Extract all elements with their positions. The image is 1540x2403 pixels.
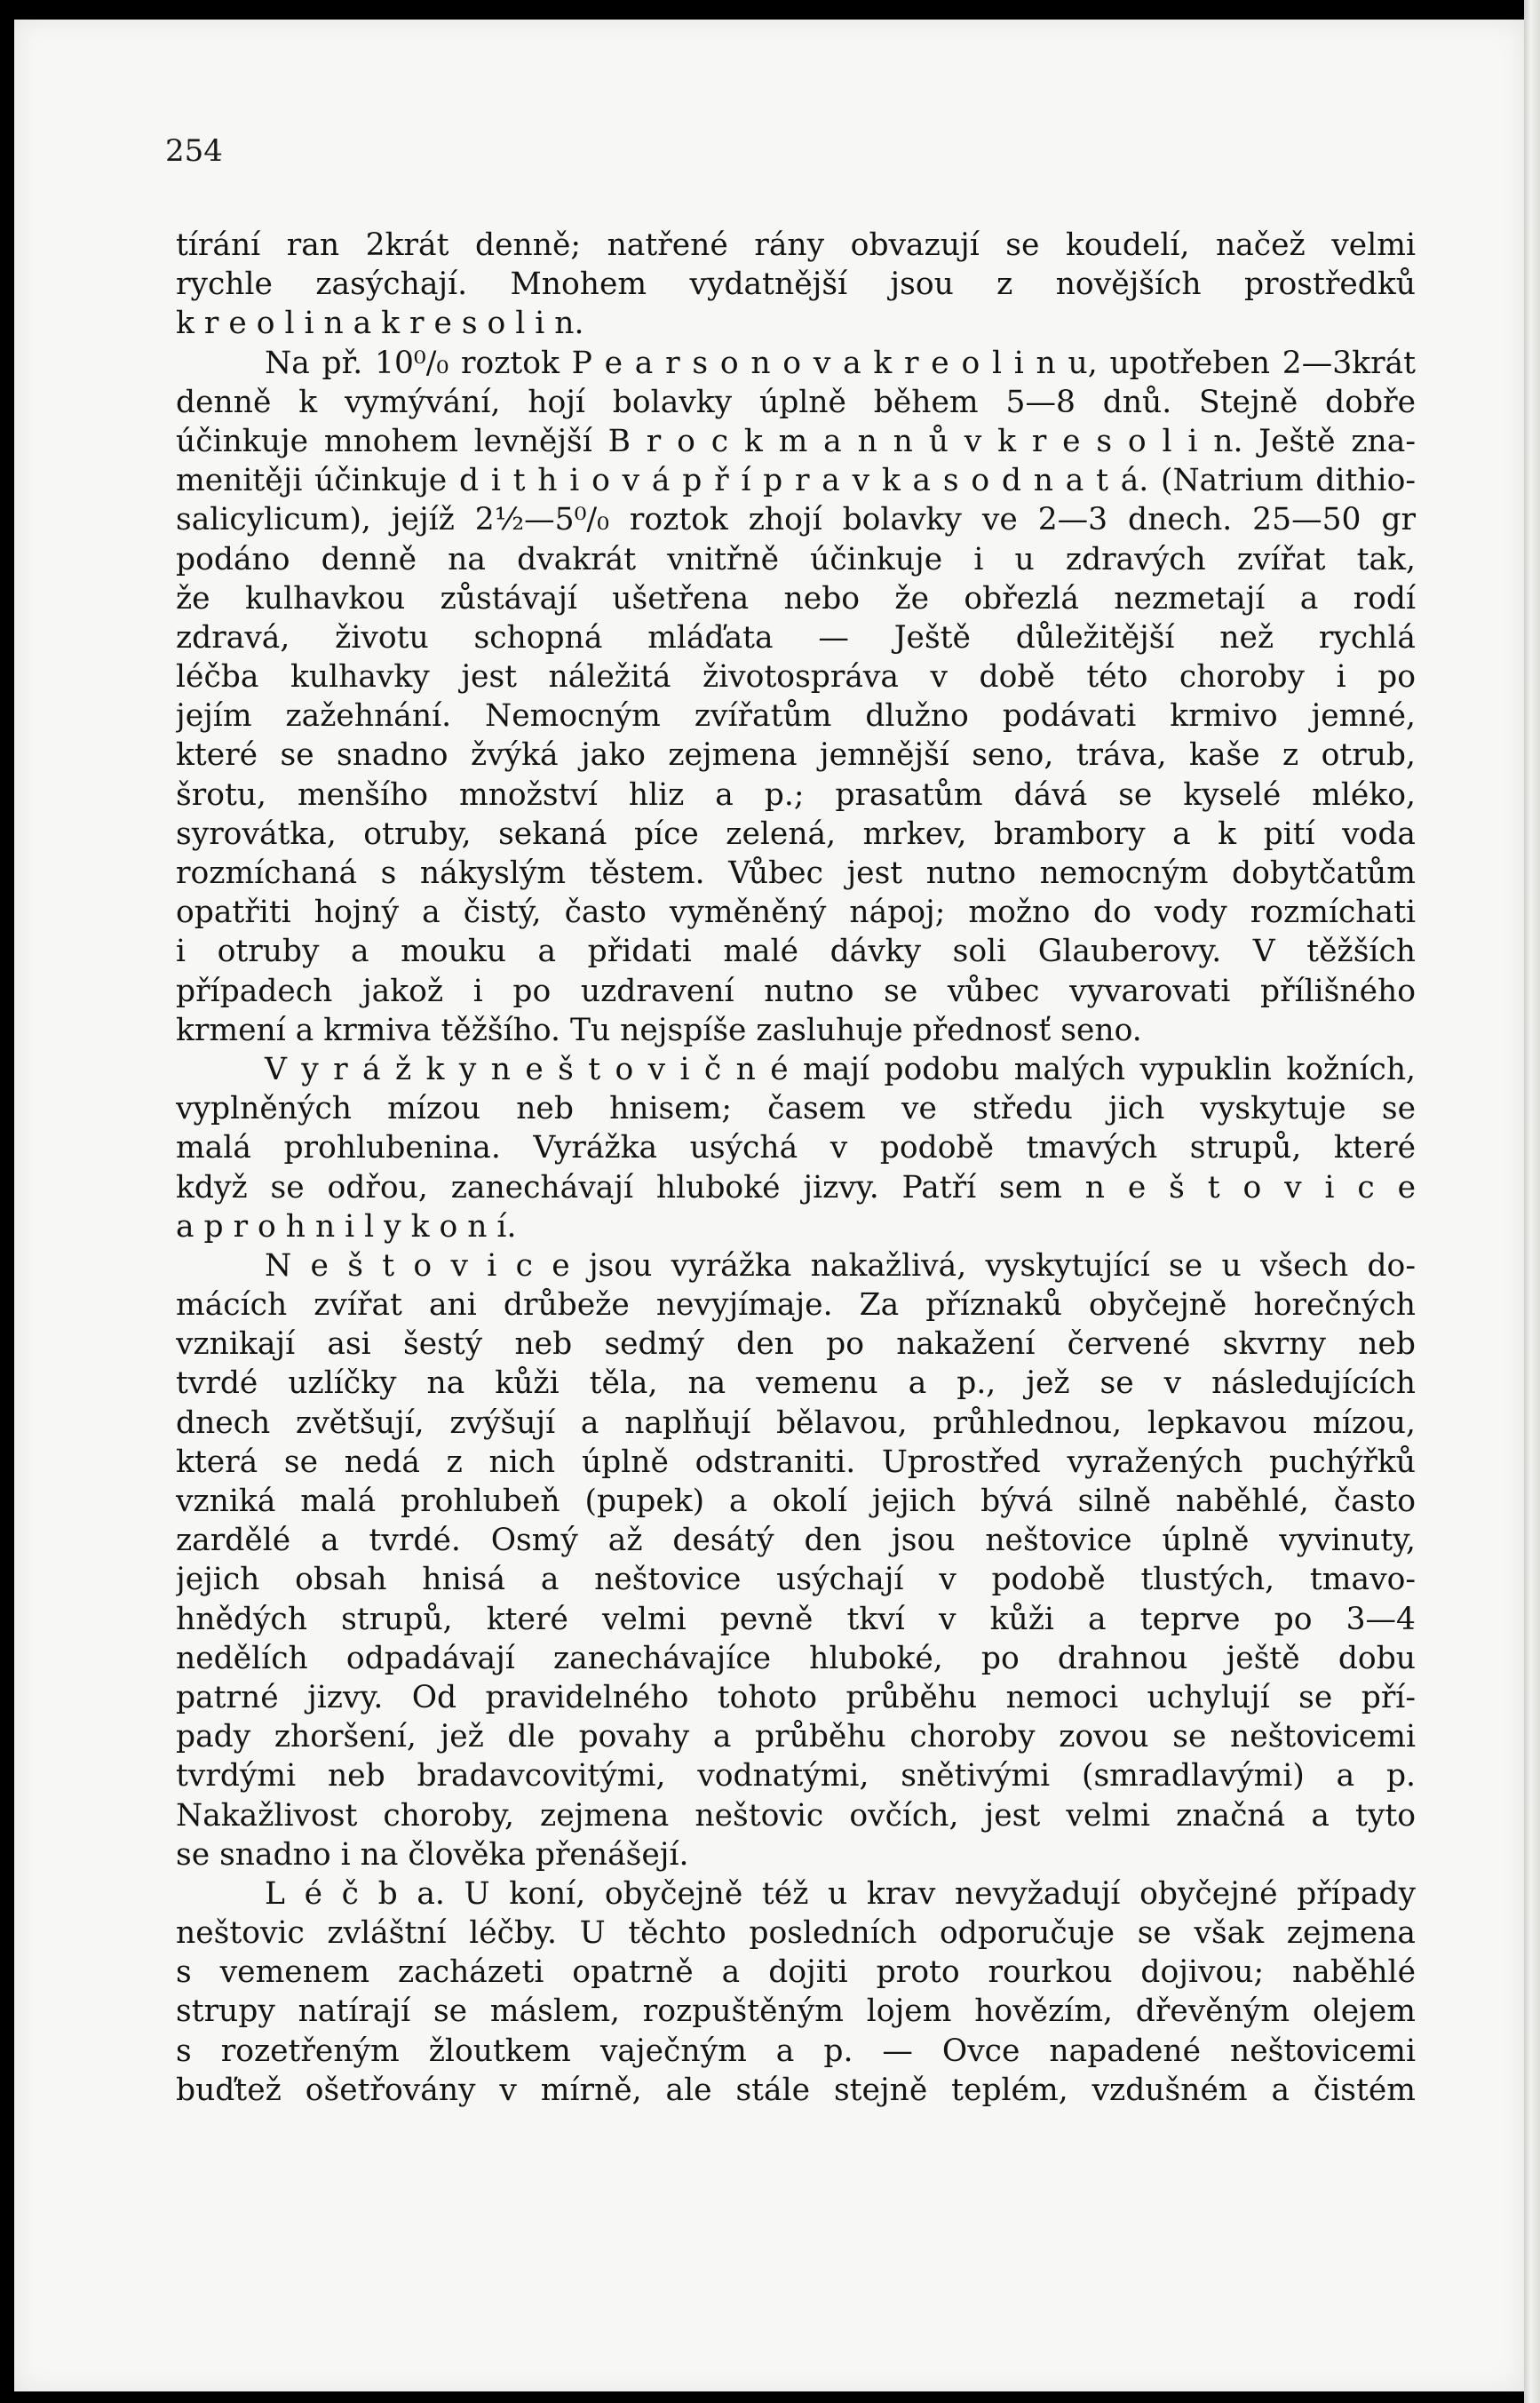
- text-line: které se snadno žvýká jako zejmena jemnější seno, tráva, kaše z otrub,: [176, 737, 1416, 774]
- page-number: 254: [165, 133, 223, 169]
- text-line: malá prohlubenina. Vyrážka usýchá v podobě tmavých strupů, které: [176, 1130, 1416, 1166]
- text-line: která se nedá z nich úplně odstraniti. Uprostřed vyražených puchýřků: [176, 1444, 1416, 1480]
- text-line: a p r o h n i l y k o n í.: [176, 1208, 517, 1245]
- text-line: rychle zasýchají. Mnohem vydatnější jsou z novějších prostředků: [176, 267, 1416, 303]
- text-line: s vemenem zacházeti opatrně a dojiti proto rourkou dojivou; naběhlé: [176, 1954, 1416, 1991]
- text-line: V y r á ž k y n e š t o v i č n é mají podobu malých vypuklin kožních,: [265, 1051, 1416, 1087]
- text-line: L é č b a. U koní, obyčejně též u krav nevyžadují obyčejné případy: [265, 1875, 1416, 1912]
- text-line: krmení a krmiva těžšího. Tu nejspíše zasluhuje přednosť seno.: [176, 1012, 1142, 1048]
- text-line: jejich obsah hnisá a neštovice usýchají v podobě tlustých, tmavo-: [176, 1562, 1416, 1598]
- text-line: když se odřou, zanechávají hluboké jizvy. Patří sem n e š t o v i c e: [176, 1169, 1416, 1205]
- text-line: dnech zvětšují, zvýšují a naplňují bělavou, průhlednou, lepkavou mízou,: [176, 1404, 1416, 1441]
- text-line: k r e o l i n a k r e s o l i n.: [176, 306, 584, 342]
- text-line: vznikají asi šestý neb sedmý den po nakažení červené skvrny neb: [176, 1326, 1416, 1363]
- text-line: Na př. 10⁰/₀ roztok P e a r s o n o v a k r e o l i n u, upotřeben 2—3krát: [265, 345, 1416, 381]
- text-line: zardělé a tvrdé. Osmý až desátý den jsou neštovice úplně vyvinuty,: [176, 1523, 1416, 1559]
- text-line: případech jakož i po uzdravení nutno se vůbec vyvarovati přílišného: [176, 973, 1416, 1009]
- text-line: tvrdými neb bradavcovitými, vodnatými, snětivými (smradlavými) a p.: [176, 1758, 1416, 1794]
- text-line: vyplněných mízou neb hnisem; časem ve středu jich vyskytuje se: [176, 1091, 1416, 1127]
- text-line: pady zhoršení, jež dle povahy a průběhu choroby zovou se neštovicemi: [176, 1719, 1416, 1755]
- body-text: [176, 226, 1416, 2110]
- text-line: patrné jizvy. Od pravidelného tohoto průběhu nemoci uchylují se pří-: [176, 1679, 1416, 1715]
- text-line: Nakažlivost choroby, zejmena neštovic ovčích, jest velmi značná a tyto: [176, 1797, 1416, 1834]
- text-line: i otruby a mouku a přidati malé dávky soli Glauberovy. V těžších: [176, 934, 1416, 970]
- text-line: rozmíchaná s nákyslým těstem. Vůbec jest nutno nemocným dobytčatům: [176, 855, 1416, 891]
- text-line: zdravá, životu schopná mláďata — Ještě důležitější než rychlá: [176, 619, 1416, 656]
- text-line: neštovic zvláštní léčby. U těchto posledních odporučuje se však zejmena: [176, 1915, 1416, 1952]
- text-line: mácích zvířat ani drůbeže nevyjímaje. Za příznaků obyčejně horečných: [176, 1287, 1416, 1324]
- text-line: opatřiti hojný a čistý, často vyměněný nápoj; možno do vody rozmíchati: [176, 895, 1416, 931]
- text-line: strupy natírají se máslem, rozpuštěným lojem hovězím, dřevěným olejem: [176, 1993, 1416, 2030]
- text-line: tvrdé uzlíčky na kůži těla, na vemenu a p., jež se v následujících: [176, 1365, 1416, 1402]
- text-line: denně k vymývání, hojí bolavky úplně během 5—8 dnů. Stejně dobře: [176, 384, 1416, 420]
- text-line: šrotu, menšího množství hliz a p.; prasatům dává se kyselé mléko,: [176, 776, 1416, 813]
- text-line: léčba kulhavky jest náležitá životospráva v době této choroby i po: [176, 659, 1416, 696]
- text-line: syrovátka, otruby, sekaná píce zelená, mrkev, brambory a k pití voda: [176, 816, 1416, 852]
- text-line: že kulhavkou zůstávají ušetřena nebo že obřezlá nezmetají a rodí: [176, 580, 1416, 617]
- text-line: buďtež ošetřovány v mírně, ale stále stejně teplém, vzdušném a čistém: [176, 2072, 1416, 2108]
- text-line: se snadno i na člověka přenášejí.: [176, 1836, 689, 1873]
- text-line: podáno denně na dvakrát vnitřně účinkuje i u zdravých zvířat tak,: [176, 541, 1416, 577]
- text-line: účinkuje mnohem levnější B r o c k m a n n ů v k r e s o l i n. Ještě zna-: [176, 423, 1416, 459]
- text-line: tírání ran 2krát denně; natřené rány obvazují se koudelí, načež velmi: [176, 227, 1416, 263]
- document-page: [14, 20, 1524, 2391]
- text-line: jejím zažehnání. Nemocným zvířatům dlužno podávati krmivo jemné,: [176, 698, 1416, 735]
- text-line: s rozetřeným žloutkem vaječným a p. — Ovce napadené neštovicemi: [176, 2033, 1416, 2069]
- text-line: vzniká malá prohlubeň (pupek) a okolí jejich bývá silně naběhlé, často: [176, 1484, 1416, 1519]
- text-line: menitěji účinkuje d i t h i o v á p ř í p r a v k a s o d n a t á. (Natrium dithio-: [176, 463, 1416, 499]
- text-line: N e š t o v i c e jsou vyrážka nakažlivá, vyskytující se u všech do-: [265, 1247, 1416, 1284]
- text-line: nedělích odpadávají zanechávajíce hluboké, po drahnou ještě dobu: [176, 1640, 1416, 1676]
- text-line: hnědých strupů, které velmi pevně tkví v kůži a teprve po 3—4: [176, 1601, 1416, 1637]
- page-edge: [1524, 0, 1540, 2403]
- text-line: salicylicum), jejíž 2½—5⁰/₀ roztok zhojí bolavky ve 2—3 dnech. 25—50 gr: [176, 502, 1416, 538]
